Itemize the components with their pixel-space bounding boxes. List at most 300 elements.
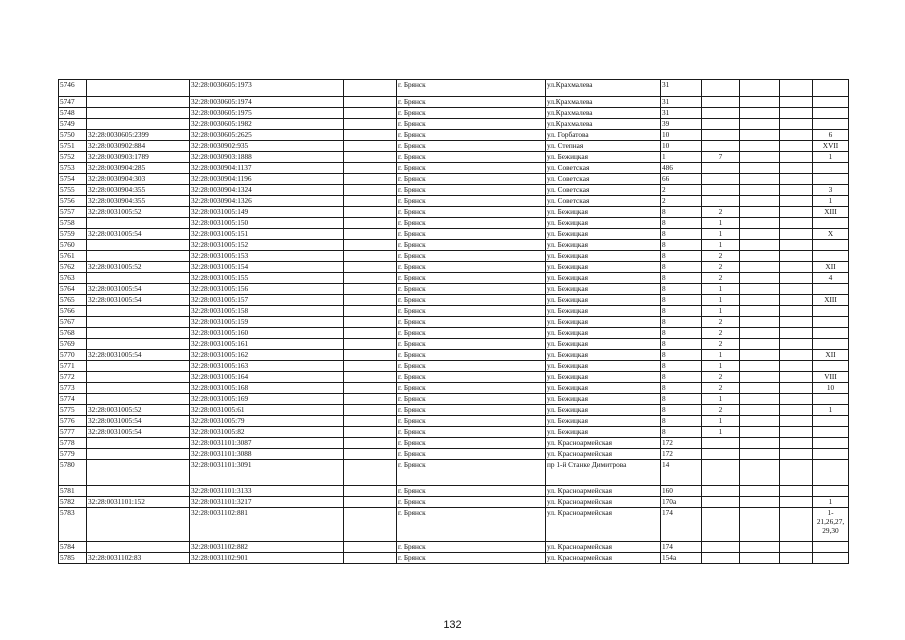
table-cell (344, 542, 397, 553)
table-row (59, 240, 849, 251)
table-cell (87, 80, 190, 97)
table-cell (702, 174, 740, 185)
table-cell (740, 460, 780, 486)
table-cell: ул. Бежицкая (546, 350, 661, 361)
table-cell: г. Брянск (397, 196, 546, 207)
table-cell: XII (813, 350, 849, 361)
table-cell (344, 152, 397, 163)
table-cell: 7 (702, 152, 740, 163)
table-cell (813, 449, 849, 460)
table-cell: 32:28:0030605:2399 (87, 130, 190, 141)
table-cell: 1 (702, 427, 740, 438)
table-cell (344, 108, 397, 119)
table-cell: г. Брянск (397, 119, 546, 130)
table-cell: 2 (702, 328, 740, 339)
table-cell: 10 (661, 130, 702, 141)
table-cell: XII (813, 262, 849, 273)
table-cell: 486 (661, 163, 702, 174)
table-cell: ул.Крахмалева (546, 80, 661, 97)
table-cell (780, 497, 813, 508)
table-cell: 1 (813, 152, 849, 163)
table-row (59, 486, 849, 497)
table-cell: 1 (702, 350, 740, 361)
table-cell (344, 460, 397, 486)
table-row (59, 497, 849, 508)
table-cell: 32:28:0031005:151 (190, 229, 344, 240)
table-cell: 5760 (59, 240, 87, 251)
table-cell: 8 (661, 229, 702, 240)
table-cell (344, 438, 397, 449)
table-cell: г. Брянск (397, 553, 546, 564)
table-cell: 1 (813, 405, 849, 416)
table-cell: 2 (702, 317, 740, 328)
table-cell: г. Брянск (397, 460, 546, 486)
table-cell: ул. Красноармейская (546, 542, 661, 553)
table-cell: 32:28:0030904:303 (87, 174, 190, 185)
table-cell: 14 (661, 460, 702, 486)
table-cell (344, 80, 397, 97)
table-cell: 32:28:0031005:54 (87, 295, 190, 306)
table-cell: 8 (661, 361, 702, 372)
table-cell: 5780 (59, 460, 87, 486)
table-cell: 5783 (59, 508, 87, 542)
table-cell: 32:28:0031005:153 (190, 251, 344, 262)
table-cell: 10 (661, 141, 702, 152)
table-cell (740, 497, 780, 508)
registry-table-body (59, 80, 849, 564)
table-cell: ул. Бежицкая (546, 306, 661, 317)
table-cell: г. Брянск (397, 97, 546, 108)
table-cell: 1 (702, 394, 740, 405)
table-cell: г. Брянск (397, 207, 546, 218)
table-cell: 8 (661, 339, 702, 350)
table-row (59, 152, 849, 163)
table-cell: 5778 (59, 438, 87, 449)
table-cell: 1 (702, 284, 740, 295)
table-row (59, 317, 849, 328)
table-cell: г. Брянск (397, 497, 546, 508)
table-cell (702, 449, 740, 460)
table-cell: г. Брянск (397, 262, 546, 273)
table-cell (740, 449, 780, 460)
table-cell (740, 350, 780, 361)
table-cell: 32:28:0031005:161 (190, 339, 344, 350)
table-cell (740, 394, 780, 405)
table-row (59, 218, 849, 229)
table-cell: 32:28:0031005:54 (87, 284, 190, 295)
table-cell: 1 (702, 240, 740, 251)
table-cell (87, 372, 190, 383)
table-cell: 32:28:0031005:162 (190, 350, 344, 361)
table-cell (87, 317, 190, 328)
table-cell: 32:28:0031005:54 (87, 416, 190, 427)
table-cell: ул.Крахмалева (546, 119, 661, 130)
table-cell (813, 542, 849, 553)
table-cell: XIII (813, 295, 849, 306)
table-cell: г. Брянск (397, 372, 546, 383)
table-cell (344, 328, 397, 339)
table-cell: г. Брянск (397, 80, 546, 97)
table-cell: ул.Крахмалева (546, 108, 661, 119)
table-cell (344, 262, 397, 273)
table-cell: г. Брянск (397, 152, 546, 163)
table-cell (780, 119, 813, 130)
table-cell (780, 427, 813, 438)
table-row (59, 207, 849, 218)
table-cell (740, 185, 780, 196)
table-cell (813, 394, 849, 405)
table-cell (780, 163, 813, 174)
table-cell (813, 486, 849, 497)
table-cell (740, 405, 780, 416)
table-cell: 32:28:0031101:152 (87, 497, 190, 508)
table-cell (813, 427, 849, 438)
table-cell (813, 416, 849, 427)
table-cell: 170а (661, 497, 702, 508)
table-cell: 5757 (59, 207, 87, 218)
table-cell (344, 508, 397, 542)
table-cell: 32:28:0031005:52 (87, 262, 190, 273)
table-cell (740, 317, 780, 328)
table-cell (344, 427, 397, 438)
table-cell (344, 130, 397, 141)
table-row (59, 350, 849, 361)
table-cell: 8 (661, 405, 702, 416)
table-cell (780, 185, 813, 196)
table-cell (87, 486, 190, 497)
table-cell (702, 130, 740, 141)
table-cell: г. Брянск (397, 284, 546, 295)
table-cell (702, 80, 740, 97)
table-cell: г. Брянск (397, 141, 546, 152)
table-cell: г. Брянск (397, 416, 546, 427)
table-cell: 32:28:0031005:52 (87, 207, 190, 218)
table-cell (740, 152, 780, 163)
table-row (59, 273, 849, 284)
table-cell: 5762 (59, 262, 87, 273)
table-cell: г. Брянск (397, 449, 546, 460)
table-cell: 32:28:0031101:3091 (190, 460, 344, 486)
table-cell: ул. Красноармейская (546, 553, 661, 564)
table-row (59, 119, 849, 130)
table-cell (740, 339, 780, 350)
table-cell (87, 119, 190, 130)
table-cell: г. Брянск (397, 240, 546, 251)
table-cell (87, 108, 190, 119)
table-cell (344, 306, 397, 317)
table-cell (344, 141, 397, 152)
table-row (59, 174, 849, 185)
table-cell: 32:28:0031005:163 (190, 361, 344, 372)
table-cell: 5759 (59, 229, 87, 240)
table-cell (344, 240, 397, 251)
table-cell: ул. Бежицкая (546, 383, 661, 394)
table-cell: пр 1-й Станке Димитрова (546, 460, 661, 486)
table-cell: 5771 (59, 361, 87, 372)
table-row (59, 97, 849, 108)
table-cell (780, 240, 813, 251)
table-cell: 32:28:0031102:83 (87, 553, 190, 564)
table-cell: ул. Бежицкая (546, 251, 661, 262)
table-cell: 32:28:0031005:160 (190, 328, 344, 339)
table-cell (702, 141, 740, 152)
table-cell: 8 (661, 350, 702, 361)
table-cell: 174 (661, 542, 702, 553)
table-cell: 32:28:0030605:1982 (190, 119, 344, 130)
table-cell (87, 251, 190, 262)
table-cell (813, 284, 849, 295)
table-cell: ул. Бежицкая (546, 273, 661, 284)
table-cell: 32:28:0030904:1324 (190, 185, 344, 196)
table-cell: ул. Бежицкая (546, 262, 661, 273)
page-number: 132 (443, 619, 462, 631)
table-cell: 4 (813, 273, 849, 284)
table-cell (344, 229, 397, 240)
table-cell (344, 361, 397, 372)
table-cell: г. Брянск (397, 108, 546, 119)
table-cell (740, 438, 780, 449)
table-cell: г. Брянск (397, 383, 546, 394)
table-cell: г. Брянск (397, 438, 546, 449)
table-cell: 1 (702, 361, 740, 372)
table-cell: 5784 (59, 542, 87, 553)
table-cell: ул. Советская (546, 196, 661, 207)
table-row (59, 460, 849, 486)
table-cell: X (813, 229, 849, 240)
table-cell (813, 317, 849, 328)
table-row (59, 185, 849, 196)
table-cell (344, 174, 397, 185)
table-cell: 5782 (59, 497, 87, 508)
table-cell: ул. Бежицкая (546, 218, 661, 229)
table-cell (344, 218, 397, 229)
table-cell: 5753 (59, 163, 87, 174)
table-cell: 5773 (59, 383, 87, 394)
table-cell: 32:28:0031005:54 (87, 350, 190, 361)
table-cell: 32:28:0031102:901 (190, 553, 344, 564)
table-cell: 32:28:0030904:1196 (190, 174, 344, 185)
table-cell (813, 240, 849, 251)
table-cell (780, 328, 813, 339)
table-cell: 8 (661, 218, 702, 229)
table-cell: ул. Бежицкая (546, 240, 661, 251)
table-cell: 5748 (59, 108, 87, 119)
table-cell: 5764 (59, 284, 87, 295)
table-cell (87, 438, 190, 449)
table-cell: 5765 (59, 295, 87, 306)
table-row (59, 542, 849, 553)
table-cell: г. Брянск (397, 218, 546, 229)
table-row (59, 262, 849, 273)
table-cell: 5763 (59, 273, 87, 284)
table-cell: 8 (661, 295, 702, 306)
table-row (59, 80, 849, 97)
table-cell: 8 (661, 383, 702, 394)
table-cell: 2 (661, 196, 702, 207)
table-cell: 2 (702, 262, 740, 273)
table-cell: 32:28:0031005:156 (190, 284, 344, 295)
table-cell (344, 317, 397, 328)
table-cell (87, 449, 190, 460)
table-cell: 5770 (59, 350, 87, 361)
table-cell: 32:28:0031005:157 (190, 295, 344, 306)
table-cell: г. Брянск (397, 306, 546, 317)
table-cell: 32:28:0030902:884 (87, 141, 190, 152)
table-row (59, 405, 849, 416)
table-cell: 32:28:0031101:3133 (190, 486, 344, 497)
table-cell: 8 (661, 416, 702, 427)
table-cell (813, 218, 849, 229)
table-row (59, 130, 849, 141)
table-cell (740, 262, 780, 273)
table-cell: 8 (661, 394, 702, 405)
table-cell (780, 553, 813, 564)
table-cell (740, 119, 780, 130)
table-cell: 160 (661, 486, 702, 497)
table-cell: 2 (702, 339, 740, 350)
table-cell: 2 (702, 405, 740, 416)
table-cell (344, 449, 397, 460)
table-cell: 8 (661, 306, 702, 317)
table-cell: 2 (702, 207, 740, 218)
table-cell (344, 372, 397, 383)
table-cell (702, 508, 740, 542)
table-cell (87, 339, 190, 350)
table-cell: 32:28:0031005:54 (87, 427, 190, 438)
table-cell (740, 108, 780, 119)
table-cell: 1-21,26,27, 29,30 (813, 508, 849, 542)
table-cell (87, 542, 190, 553)
table-cell: 1 (702, 295, 740, 306)
table-cell (740, 163, 780, 174)
table-cell: 32:28:0030902:935 (190, 141, 344, 152)
table-cell (780, 152, 813, 163)
table-cell: 8 (661, 328, 702, 339)
table-cell (780, 542, 813, 553)
table-cell (87, 508, 190, 542)
table-cell: 32:28:0030903:1888 (190, 152, 344, 163)
table-cell: г. Брянск (397, 130, 546, 141)
table-cell: ул. Бежицкая (546, 229, 661, 240)
table-cell: г. Брянск (397, 317, 546, 328)
table-cell: ул. Красноармейская (546, 449, 661, 460)
table-cell (780, 339, 813, 350)
table-cell (813, 80, 849, 97)
table-cell (344, 119, 397, 130)
table-cell (344, 339, 397, 350)
table-cell: г. Брянск (397, 508, 546, 542)
table-cell: 5772 (59, 372, 87, 383)
table-cell (87, 240, 190, 251)
table-cell: г. Брянск (397, 350, 546, 361)
table-cell: ул. Бежицкая (546, 152, 661, 163)
table-cell (344, 185, 397, 196)
table-cell (813, 460, 849, 486)
table-cell: 8 (661, 262, 702, 273)
table-cell: г. Брянск (397, 185, 546, 196)
table-cell: VIII (813, 372, 849, 383)
table-cell (780, 394, 813, 405)
table-cell: ул. Бежицкая (546, 372, 661, 383)
table-cell: 174 (661, 508, 702, 542)
table-row (59, 306, 849, 317)
table-row (59, 427, 849, 438)
table-cell: 8 (661, 372, 702, 383)
table-row (59, 251, 849, 262)
table-cell: 32:28:0031005:52 (87, 405, 190, 416)
table-cell: 31 (661, 80, 702, 97)
table-row (59, 508, 849, 542)
table-cell (780, 97, 813, 108)
table-cell (740, 218, 780, 229)
table-cell: 5767 (59, 317, 87, 328)
table-cell (813, 306, 849, 317)
table-cell: г. Брянск (397, 361, 546, 372)
table-cell (740, 486, 780, 497)
table-cell (780, 317, 813, 328)
table-cell (813, 163, 849, 174)
table-cell: 5761 (59, 251, 87, 262)
table-cell (780, 207, 813, 218)
table-cell: 32:28:0031005:155 (190, 273, 344, 284)
table-cell: 39 (661, 119, 702, 130)
table-cell: ул. Степная (546, 141, 661, 152)
table-cell (780, 295, 813, 306)
table-cell (344, 207, 397, 218)
table-cell: ул.Крахмалева (546, 97, 661, 108)
table-cell (813, 119, 849, 130)
table-cell (740, 240, 780, 251)
table-cell (780, 405, 813, 416)
table-cell: ул. Бежицкая (546, 284, 661, 295)
table-cell: 32:28:0030605:2625 (190, 130, 344, 141)
table-cell (87, 218, 190, 229)
table-cell (780, 486, 813, 497)
table-cell: 5774 (59, 394, 87, 405)
table-cell: ул. Бежицкая (546, 394, 661, 405)
table-cell: 2 (661, 185, 702, 196)
table-cell: ул. Красноармейская (546, 497, 661, 508)
table-cell (702, 119, 740, 130)
table-cell (344, 416, 397, 427)
table-cell: 8 (661, 427, 702, 438)
table-cell (780, 262, 813, 273)
table-cell (740, 361, 780, 372)
table-cell: 5768 (59, 328, 87, 339)
table-cell (702, 163, 740, 174)
table-cell: ул. Советская (546, 185, 661, 196)
table-cell (740, 416, 780, 427)
table-cell (740, 284, 780, 295)
table-row (59, 196, 849, 207)
table-cell: г. Брянск (397, 174, 546, 185)
table-cell: ул. Красноармейская (546, 508, 661, 542)
table-cell (702, 486, 740, 497)
table-cell: 32:28:0031101:3088 (190, 449, 344, 460)
table-cell (780, 80, 813, 97)
table-cell (702, 196, 740, 207)
table-cell: г. Брянск (397, 273, 546, 284)
table-cell (813, 97, 849, 108)
table-cell (702, 438, 740, 449)
table-cell: ул. Бежицкая (546, 317, 661, 328)
table-cell (780, 130, 813, 141)
table-cell: 5775 (59, 405, 87, 416)
table-row (59, 108, 849, 119)
table-cell (702, 497, 740, 508)
table-cell (813, 251, 849, 262)
table-cell (780, 508, 813, 542)
